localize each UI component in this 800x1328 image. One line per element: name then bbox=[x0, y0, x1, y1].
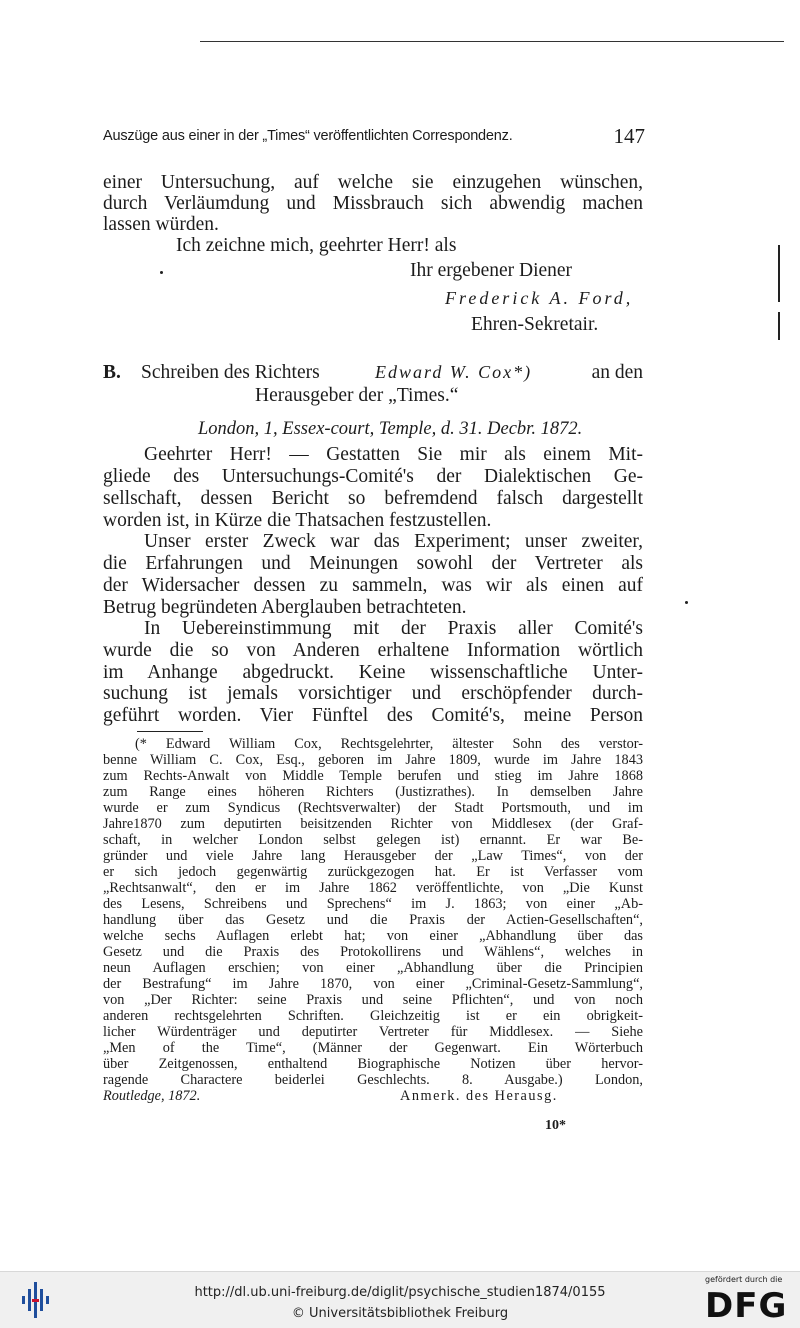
signature-mark: 10* bbox=[545, 1118, 566, 1133]
footnote-line: schaft, in welcher London selbst gelegen ist) ernannt. Er war Be- bbox=[103, 832, 643, 848]
section-heading-name: Edward W. Cox*) bbox=[375, 362, 533, 382]
footnote-line: Jahre1870 zum deputirten beisitzenden Richter von Middlesex (der Graf- bbox=[103, 816, 643, 832]
body-line: Geehrter Herr! — Gestatten Sie mir als einem Mit- bbox=[144, 444, 643, 465]
footnote-line: er sich jedoch gegenwärtig zurückgezogen hat. Er ist Verfasser vom bbox=[103, 864, 643, 880]
footnote-line: des Lesens, Schreibens und Sprechens“ im J. 1863; von einer „Ab- bbox=[103, 896, 643, 912]
running-head bbox=[103, 124, 645, 152]
footnote-line: von „Der Richter: seine Praxis und seine Pflichten“, und von noch bbox=[103, 992, 643, 1008]
footnote-line: ragende Charactere beiderlei Geschlechts. 8. Ausgabe.) London, bbox=[103, 1072, 643, 1088]
ink-speck bbox=[160, 271, 163, 274]
footnote-line: zum Rechts-Anwalt von Middle Temple berufen und stieg im Jahre 1868 bbox=[103, 768, 643, 784]
footnote-line: Gesetz und die Praxis des Protokollirens und Wählens“, welches in bbox=[103, 944, 643, 960]
section-heading-line-2: Herausgeber der „Times.“ bbox=[255, 385, 459, 406]
body-line: lassen würden. bbox=[103, 214, 219, 235]
body-line: durch Verläumdung und Missbrauch sich abwendig machen bbox=[103, 193, 643, 214]
footnote-line: gründer und viele Jahre lang Herausgeber der „Law Times“, von der bbox=[103, 848, 643, 864]
footnote-line: welche sechs Auflagen erlebt hat; von einer „Abhandlung über das bbox=[103, 928, 643, 944]
body-line: sellschaft, dessen Bericht so befremdend falsch dargestellt bbox=[103, 488, 643, 509]
page-number: 147 bbox=[613, 124, 645, 148]
footnote-line: licher Würdenträger und deputirter Vertreter für Middlesex. — Siehe bbox=[103, 1024, 643, 1040]
footnote-last-line bbox=[103, 1089, 643, 1105]
copyright-notice: © Universitätsbibliothek Freiburg bbox=[291, 1306, 509, 1321]
body-line: Unser erster Zweck war das Experiment; unser zweiter, bbox=[144, 531, 643, 552]
footnote-line: „Men of the Time“, (Männer der Gegenwart. Ein Wörterbuch bbox=[103, 1040, 643, 1056]
section-heading bbox=[103, 362, 643, 383]
section-label: B. bbox=[103, 362, 121, 383]
signatory-title: Ehren-Sekretair. bbox=[471, 314, 599, 335]
body-line: Betrug begründeten Aberglauben betrachteten. bbox=[103, 597, 467, 618]
body-line: im Anhange abgedruckt. Keine wissenschaftliche Unter- bbox=[103, 662, 643, 683]
footnote-line: handlung über das Gesetz und die Praxis der Actien-Gesellschaften“, bbox=[103, 912, 643, 928]
footnote-line: anderen rechtsgelehrten Schriften. Gleichzeitig ist er ein obrigkeit- bbox=[103, 1008, 643, 1024]
body-line: der Widersacher dessen zu sammeln, was wir als einen auf bbox=[103, 575, 643, 596]
dfg-caption: gefördert durch die bbox=[705, 1275, 783, 1284]
footnote-line: benne William C. Cox, Esq., geboren im Jahre 1809, wurde im Jahre 1843 bbox=[103, 752, 643, 768]
footnote-rule bbox=[137, 731, 203, 732]
footnote-line: „Rechtsanwalt“, den er im Jahre 1862 veröffentlichte, von „Die Kunst bbox=[103, 880, 643, 896]
footnote-line: der Bestrafung“ im Jahre 1870, von einer „Criminal-Gesetz-Sammlung“, bbox=[103, 976, 643, 992]
letter-closing: Ich zeichne mich, geehrter Herr! als bbox=[176, 235, 457, 256]
footnote-line: wurde er zum Syndicus (Rechtsverwalter) der Stadt Portsmouth, und im bbox=[103, 800, 643, 816]
margin-mark bbox=[778, 312, 780, 340]
header-rule bbox=[200, 41, 784, 42]
ink-speck bbox=[685, 601, 688, 604]
dateline: London, 1, Essex-court, Temple, d. 31. Decbr. 1872. bbox=[198, 419, 583, 439]
dfg-logo[interactable]: DFG bbox=[705, 1286, 788, 1326]
margin-mark bbox=[778, 245, 780, 302]
footnote-editor-note: Anmerk. des Herausg. bbox=[400, 1088, 558, 1104]
body-line: einer Untersuchung, auf welche sie einzugehen wünschen, bbox=[103, 172, 643, 193]
footnote-line: neun Auflagen erschien; von einer „Abhandlung über die Principien bbox=[103, 960, 643, 976]
body-line: worden ist, in Kürze die Thatsachen festzustellen. bbox=[103, 510, 492, 531]
body-line: suchung ist jemals vorsichtiger und erschöpfender durch- bbox=[103, 683, 643, 704]
footnote-line: zum Range eines höheren Richters (Justizrathes). In demselben Jahre bbox=[103, 784, 643, 800]
footnote-line: über Zeitgenossen, enthaltend Biographische Notizen über hervor- bbox=[103, 1056, 643, 1072]
footnote-line: (* Edward William Cox, Rechtsgelehrter, ältester Sohn des verstor- bbox=[135, 736, 643, 752]
body-line: gliede des Untersuchungs-Comité's der Dialektischen Ge- bbox=[103, 466, 643, 487]
permalink-url[interactable]: http://dl.ub.uni-freiburg.de/diglit/psychische_studien1874/0155 bbox=[194, 1285, 606, 1300]
body-line: In Uebereinstimmung mit der Praxis aller Comité's bbox=[144, 618, 643, 639]
letter-valediction: Ihr ergebener Diener bbox=[410, 260, 573, 281]
section-heading-end: an den bbox=[591, 362, 643, 383]
running-head-title: Auszüge aus einer in der „Times“ veröffentlichten Correspondenz. bbox=[103, 128, 513, 144]
footnote-publisher: Routledge, 1872. bbox=[103, 1088, 201, 1104]
body-line: geführt worden. Vier Fünftel des Comité's, meine Person bbox=[103, 705, 643, 726]
body-line: die Erfahrungen und Meinungen sowohl der Vertreter als bbox=[103, 553, 643, 574]
body-line: wurde die so von Anderen erhaltene Information wörtlich bbox=[103, 640, 643, 661]
section-heading-text: Schreiben des Richters bbox=[141, 362, 320, 383]
signatory-name: Frederick A. Ford, bbox=[445, 288, 634, 308]
